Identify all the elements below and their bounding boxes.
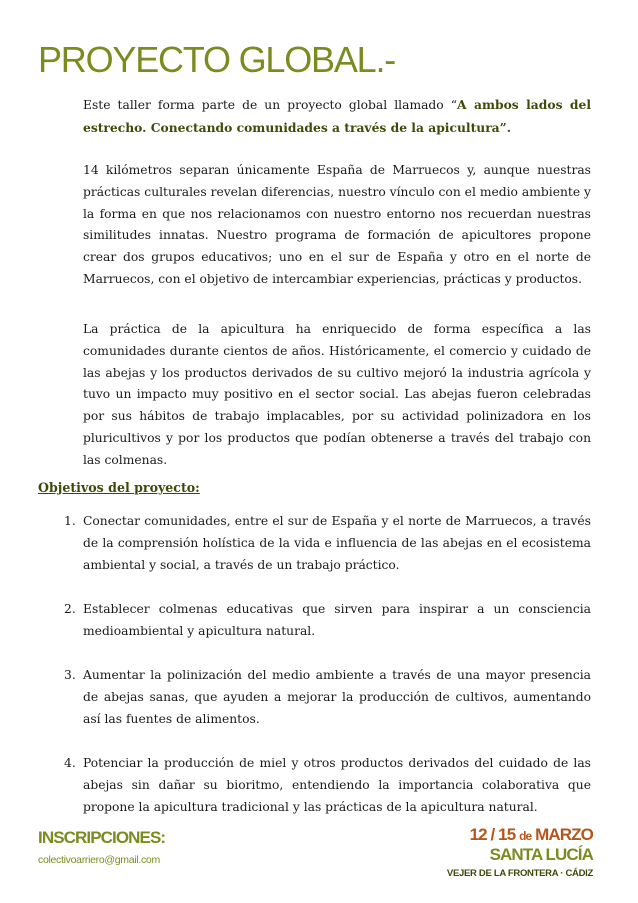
objective-text: Establecer colmenas educativas que sirven para inspirar a un consciencia medioambiental y apicultura natural.	[83, 602, 591, 638]
objective-text: Conectar comunidades, entre el sur de España y el norte de Marruecos, a través de la comprensión holística de la vida e influencia de las abejas en el ecosistema ambiental y social, a través de un trabajo práctico.	[83, 514, 591, 572]
date-month: MARZO	[535, 825, 593, 844]
objective-number: 2.	[64, 602, 76, 616]
intro-paragraph	[83, 94, 591, 140]
paragraph-distance	[83, 160, 591, 291]
objective-number: 4.	[64, 756, 76, 770]
event-date	[447, 826, 593, 845]
footer-event-info	[447, 826, 593, 879]
paragraph-text: 14 kilómetros separan únicamente España de Marruecos y, aunque nuestras prácticas culturales revelan diferencias, nuestro vínculo con el medio ambiente y la forma en que nos relacionamos con nuestro entorno nos recuerdan nuestras similitudes innatas. Nuestro programa de formación de apicultores propone crear dos grupos educativos; uno en el sur de España y otro en el norte de Marruecos, con el objetivo de intercambiar experiencias, prácticas y productos.	[83, 163, 591, 286]
project-name: A ambos lados del estrecho. Conectando comunidades a través de la apicultura”.	[83, 97, 592, 135]
paragraph-text: La práctica de la apicultura ha enriquecido de forma específica a las comunidades durante cientos de años. Históricamente, el comercio y cuidado de las abejas y los productos derivados de su cultivo mejoró la industria agrícola y tuvo un impacto muy positivo en el sector social. Las abejas fueron celebradas por sus hábitos de trabajo implacables, por su actividad polinizadora en los pluricultivos y por los productos que podían obtenerse a través del trabajo con las colmenas.	[83, 322, 591, 467]
objective-number: 1.	[64, 514, 76, 528]
event-place: SANTA LUCÍA	[489, 845, 593, 864]
contact-email[interactable]: colectivoarriero@gmail.com	[38, 854, 160, 866]
objective-text: Potenciar la producción de miel y otros productos derivados del cuidado de las abejas sin dañar su bioritmo, entendiendo la importancia colaborativa que propone la apicultura tradicional y las prácticas de la apicultura natural.	[83, 756, 591, 814]
objectives-heading: Objetivos del proyecto:	[38, 480, 200, 495]
footer-inscriptions	[38, 828, 165, 866]
page-title: PROYECTO GLOBAL.-	[38, 39, 396, 80]
event-town: VEJER DE LA FRONTERA · CÁDIZ	[446, 868, 593, 879]
objective-number: 3.	[64, 668, 76, 682]
date-de: de	[519, 829, 532, 843]
inscriptions-label: INSCRIPCIONES:	[38, 828, 166, 847]
paragraph-history	[83, 319, 591, 472]
date-days: 12 / 15	[469, 825, 516, 844]
objective-text: Aumentar la polinización del medio ambiente a través de una mayor presencia de abejas sanas, que ayuden a mejorar la producción de cultivos, aumentando así las fuentes de alimentos.	[83, 668, 591, 726]
intro-text: Este taller forma parte de un proyecto global llamado “	[83, 98, 458, 112]
